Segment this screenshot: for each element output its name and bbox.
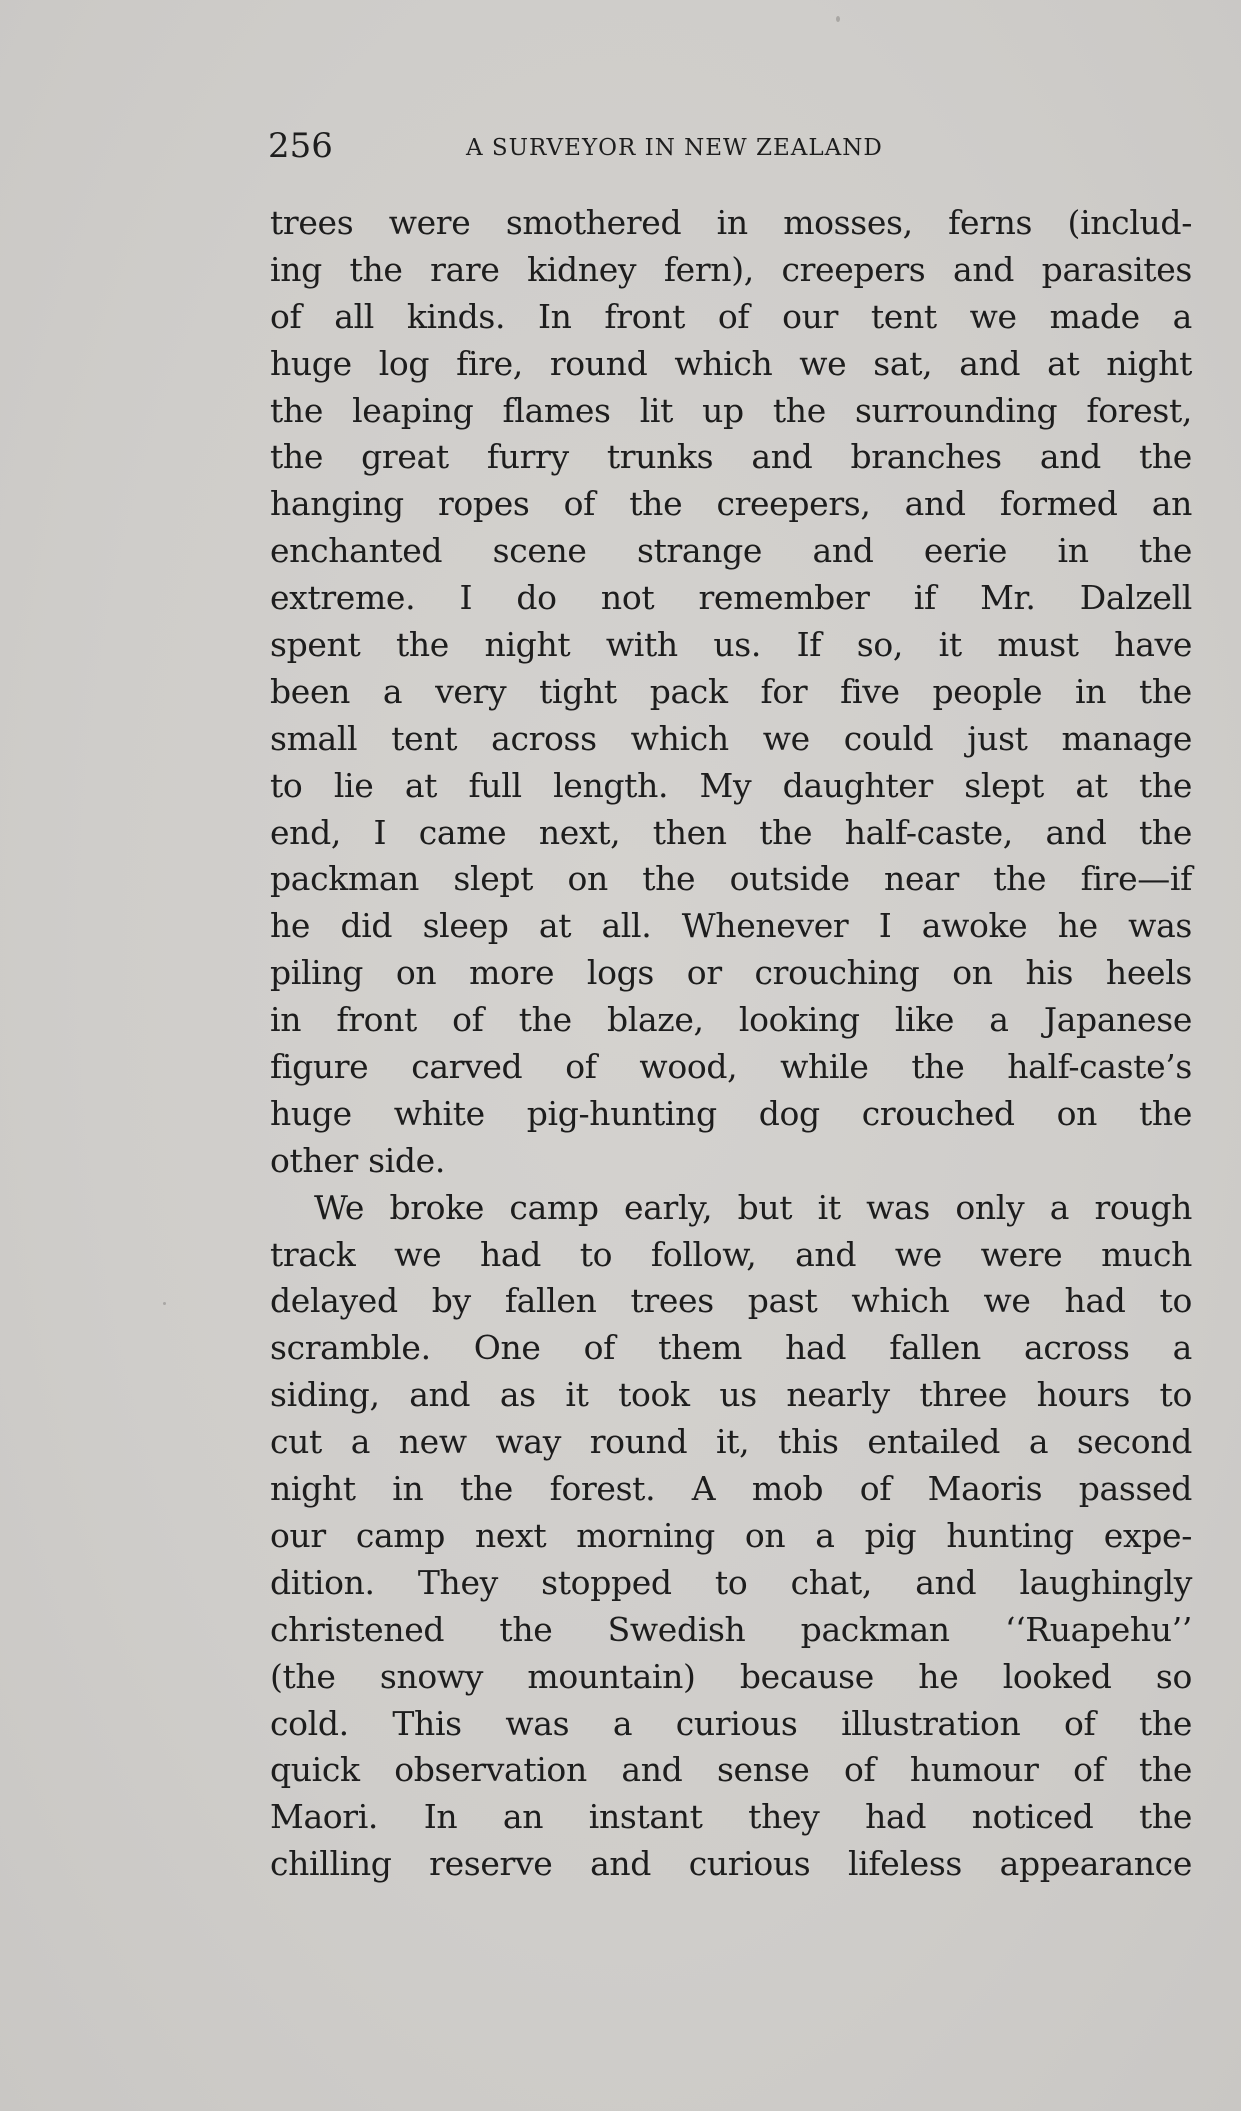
text-line: scramble. One of them had fallen across a: [270, 1328, 1192, 1368]
text-line: huge white pig-hunting dog crouched on the: [270, 1093, 1192, 1133]
text-line: delayed by fallen trees past which we had to: [270, 1281, 1192, 1321]
text-line: small tent across which we could just manage: [270, 718, 1192, 758]
text-line: enchanted scene strange and eerie in the: [270, 531, 1192, 571]
paragraph: [270, 200, 1192, 1185]
running-header: [268, 124, 1192, 168]
paragraph: [270, 1185, 1192, 1888]
text-line: of all kinds. In front of our tent we made a: [270, 296, 1192, 336]
text-line: huge log fire, round which we sat, and at night: [270, 343, 1192, 383]
text-line: chilling reserve and curious lifeless appearance: [270, 1844, 1192, 1884]
text-line: our camp next morning on a pig hunting expe-: [270, 1515, 1192, 1555]
text-line: figure carved of wood, while the half-caste’s: [270, 1047, 1192, 1087]
text-line: to lie at full length. My daughter slept at the: [270, 765, 1192, 805]
text-line: cold. This was a curious illustration of the: [270, 1703, 1192, 1743]
text-line: hanging ropes of the creepers, and formed an: [270, 484, 1192, 524]
text-line: trees were smothered in mosses, ferns (includ-: [270, 203, 1192, 242]
text-line: night in the forest. A mob of Maoris passed: [270, 1469, 1192, 1509]
text-line: spent the night with us. If so, it must have: [270, 625, 1192, 665]
text-line: packman slept on the outside near the fire—if: [270, 859, 1192, 899]
text-line: the great furry trunks and branches and the: [270, 437, 1192, 477]
text-line: other side.: [270, 1140, 445, 1180]
running-title: A SURVEYOR IN NEW ZEALAND: [466, 135, 883, 161]
text-line: dition. They stopped to chat, and laughingly: [270, 1562, 1192, 1602]
page-number: 256: [268, 126, 333, 166]
body-text: [270, 200, 1192, 1888]
text-line: he did sleep at all. Whenever I awoke he was: [270, 906, 1192, 946]
text-line: piling on more logs or crouching on his heels: [270, 953, 1192, 993]
paper-speck: [836, 16, 840, 22]
text-line: track we had to follow, and we were much: [270, 1234, 1192, 1274]
text-line: cut a new way round it, this entailed a second: [270, 1422, 1192, 1462]
text-line: the leaping flames lit up the surrounding forest,: [270, 390, 1192, 430]
text-line: Maori. In an instant they had noticed the: [270, 1797, 1192, 1837]
text-line: siding, and as it took us nearly three hours to: [270, 1375, 1192, 1415]
paper-speck: [163, 1302, 166, 1305]
text-line: end, I came next, then the half-caste, and the: [270, 812, 1192, 852]
text-line: We broke camp early, but it was only a rough: [314, 1187, 1192, 1227]
text-line: extreme. I do not remember if Mr. Dalzell: [270, 578, 1192, 618]
text-line: christened the Swedish packman ‘‘Ruapehu’’: [270, 1609, 1192, 1649]
text-line: ing the rare kidney fern), creepers and parasites: [270, 249, 1192, 289]
text-line: been a very tight pack for five people in the: [270, 671, 1192, 711]
text-line: in front of the blaze, looking like a Japanese: [270, 1000, 1192, 1040]
text-line: (the snowy mountain) because he looked so: [270, 1656, 1192, 1696]
text-line: quick observation and sense of humour of the: [270, 1750, 1192, 1790]
